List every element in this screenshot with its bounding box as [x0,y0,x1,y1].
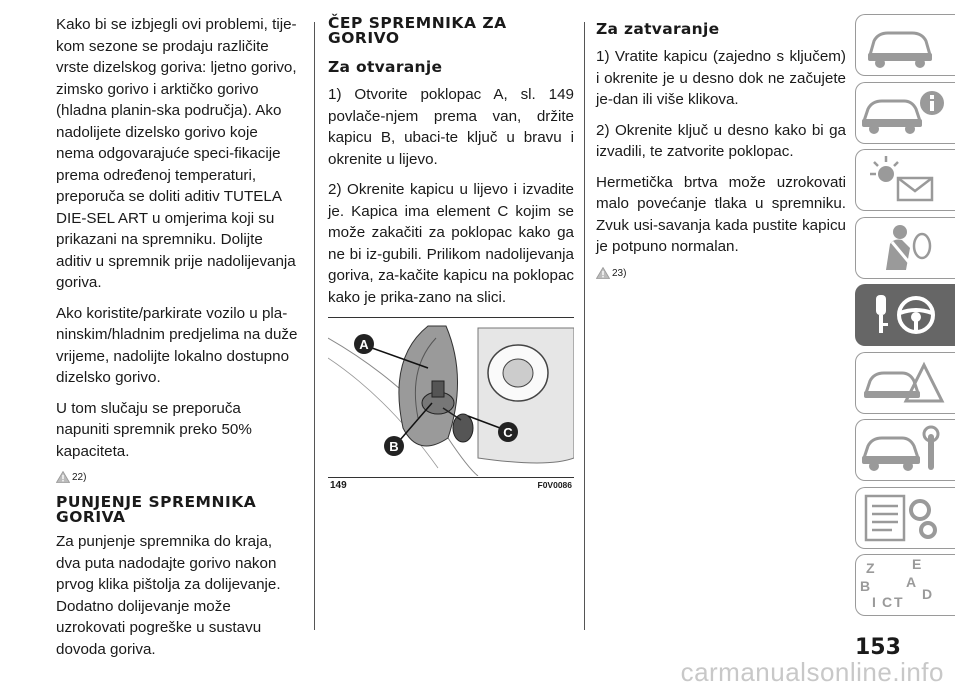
column-divider [584,22,585,630]
figure-number: 149 [330,480,347,491]
column-middle [328,14,574,497]
technical-data-icon [856,488,946,546]
tab-seat-safety[interactable] [855,217,955,279]
paragraph: 2) Okrenite ključ u desno kako bi ga izvadili, te zatvorite poklopac. [596,121,846,160]
column-left [56,14,298,669]
chapter-tabs [855,14,957,622]
index-letter: E [912,556,922,572]
paragraph: 2) Okrenite kapicu u lijevo i izvadite je. Kapica ima element C kojim se može zakačiti za poklopac kako ga ne bi iz-gubili. Prilikom nadolijevanja goriva, za-kačite kapicu na poklopac kako je prika-zano na slici. [328,181,574,306]
warning-lights-icon [856,150,946,208]
callout-c: C [503,425,513,440]
subheading: Za otvaranje [328,58,443,76]
index-letter: C [882,594,893,610]
tab-emergency[interactable] [855,352,955,414]
tab-index[interactable] [855,554,955,616]
figure-code: F0V0086 [537,480,572,490]
paragraph: Kako bi se izbjegli ovi problemi, tije-kom sezone se prodaju različite vrste dizelskog goriva: ljetno gorivo, zimsko gorivo i arktičko gorivo (hladna planin-ska područja). Ako nadolijete dizelsko gorivo koje nema odgovarajuće speci-fikacije prema određenoj temperaturi, preporuča se doliti aditiv TUTELA DIE-SEL ART u omjerima koji su prikazani na spremniku. Dolijte aditiv u spremnik prije nadolijevanja goriva. [56,16,297,291]
warning-reference [56,471,298,483]
index-letter: I [872,594,876,610]
index-letter: B [860,578,871,594]
paragraph: 1) Otvorite poklopac A, sl. 149 povlače-njem prema van, držite kapicu B, ubaci-te ključ u bravu i okrenite u lijevo. [328,86,574,168]
section-heading: ČEP SPREMNIKA ZA GORIVO [328,14,507,47]
car-info-icon [856,83,946,141]
warning-reference [596,267,846,279]
paragraph: Za punjenje spremnika do kraja, dva puta nadodajte gorivo nakon prvog klika pištolja za dolijevanje. Dodatno dolijevanje može uzrokovati pogreške u sustavu dovoda goriva. [56,533,281,658]
paragraph: Hermetička brtva može uzrokovati malo povećanje tlaka u spremniku. Zvuk usi-savanja kada pustite kapicu je potpuno normalan. [596,173,846,255]
index-letter: Z [866,560,875,576]
section-heading: PUNJENJE SPREMNIKA GORIVA [56,493,257,526]
tab-service[interactable] [855,419,955,481]
warning-ref-number: 22) [72,472,87,483]
figure-rule [328,477,574,478]
tab-warning-lights[interactable] [855,149,955,211]
car-service-icon [856,420,946,478]
index-letter: D [922,586,933,602]
emergency-triangle-icon [856,353,946,411]
tab-technical-data[interactable] [855,487,955,549]
callout-a: A [359,337,369,352]
key-steering-wheel-icon [856,285,946,343]
index-letter: A [906,574,917,590]
paragraph: Ako koristite/parkirate vozilo u pla-ninskim/hladnim predjelima na duže vrijeme, nadolijte lokalno dostupno dizelsko gorivo. [56,304,298,386]
warning-triangle-icon [596,267,610,279]
column-divider [314,22,315,630]
callout-b: B [389,439,399,454]
page-number: 153 [855,635,901,660]
car-dashboard-icon [856,15,946,73]
paragraph: U tom slučaju se preporuča napuniti spremnik preko 50% kapaciteta. [56,399,252,460]
paragraph: 1) Vratite kapicu (zajedno s ključem) i okrenite je u desno dok ne začujete je-dan ili više klikova. [596,48,846,108]
tab-car-dashboard[interactable] [855,14,955,76]
warning-triangle-icon [56,471,70,483]
watermark: carmanualsonline.info [680,657,944,687]
index-icon [856,555,946,613]
tab-car-info[interactable] [855,82,955,144]
fuel-cap-illustration [328,318,574,476]
warning-ref-number: 23) [612,267,627,279]
column-right [596,14,846,291]
subheading: Za zatvaranje [596,20,720,38]
seat-safety-icon [856,218,946,276]
index-letter: T [894,594,903,610]
figure-fuel-cap [328,317,574,497]
tab-starting-driving[interactable] [855,284,955,346]
